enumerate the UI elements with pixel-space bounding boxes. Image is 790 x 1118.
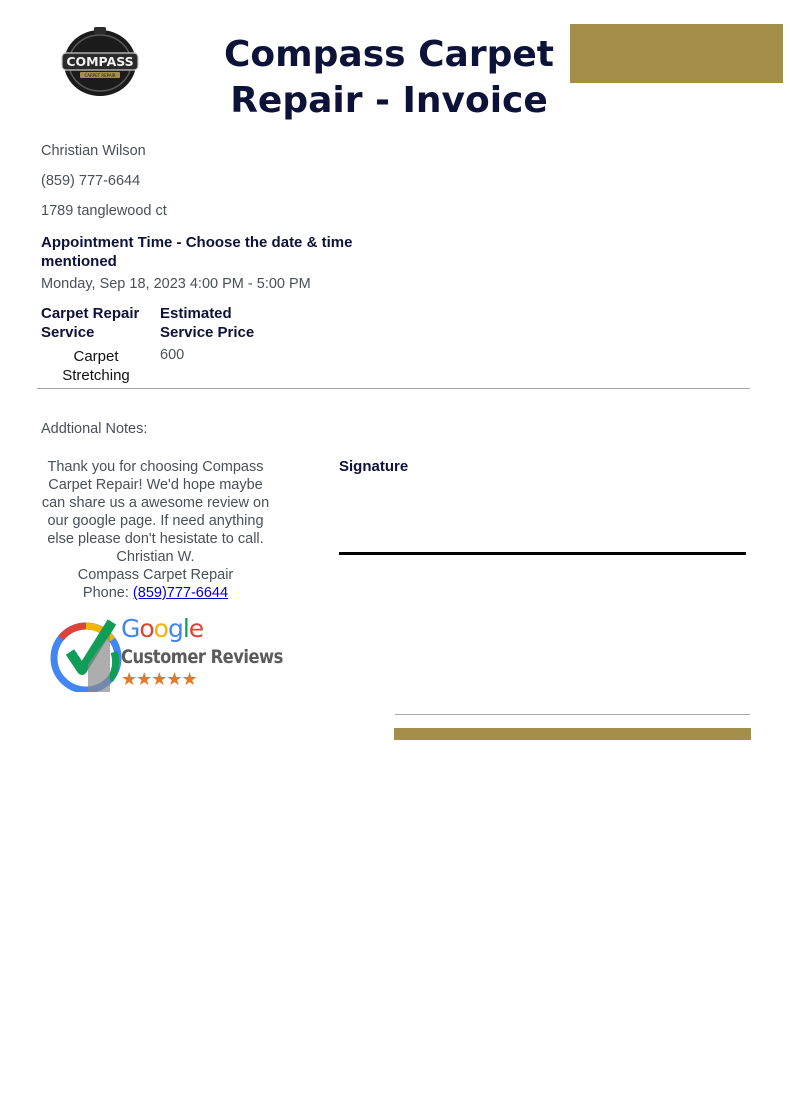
customer-name: Christian Wilson [41,143,146,159]
signature-label: Signature [339,458,409,475]
notes-signoff-name: Christian W. [116,549,195,565]
phone-link[interactable]: (859)777-6644 [132,585,229,601]
notes-company: Compass Carpet Repair [77,567,234,583]
google-letter-o1: o [139,614,154,643]
notes-phone-prefix: Phone: [82,585,133,601]
notes-message: Thank you for choosing Compass Carpet Repair! We'd hope maybe can share us a awesome review on our google page. If need anything else please don't hesistate to call. [41,459,270,547]
google-wordmark [121,614,203,643]
signature-line[interactable] [339,552,746,555]
footer-accent-bar [394,728,751,740]
notes-label: Addtional Notes: [41,421,148,437]
table-cell-price: 600 [160,347,185,363]
google-letter-l: l [182,614,189,643]
footer-divider [395,714,750,715]
customer-reviews-text: Customer Reviews [121,646,283,668]
invoice-title: Compass Carpet Repair - Invoice [224,34,554,121]
table-divider [37,388,750,389]
appointment-value: Monday, Sep 18, 2023 4:00 PM - 5:00 PM [41,276,311,292]
logo-text: COMPASS [66,54,134,69]
customer-phone: (859) 777-6644 [41,173,141,189]
header-accent-bar [570,24,783,83]
column-header-price: Estimated Service Price [160,305,255,341]
notes-text [41,458,270,602]
logo-subtext: CARPET REPAIR [84,73,116,78]
star-rating-icon: ★★★★★ [121,669,197,689]
compass-logo [58,25,142,97]
google-letter-g2: g [167,614,183,643]
google-letter-e: e [188,614,204,643]
customer-address: 1789 tanglewood ct [41,203,167,219]
table-cell-service: Carpet Stretching [62,348,130,384]
appointment-label: Appointment Time - Choose the date & time mentioned [41,234,353,270]
notes-phone-line [41,584,270,602]
google-letter-o2: o [153,614,168,643]
column-header-service: Carpet Repair Service [41,305,140,341]
google-letter-g1: G [121,614,140,643]
